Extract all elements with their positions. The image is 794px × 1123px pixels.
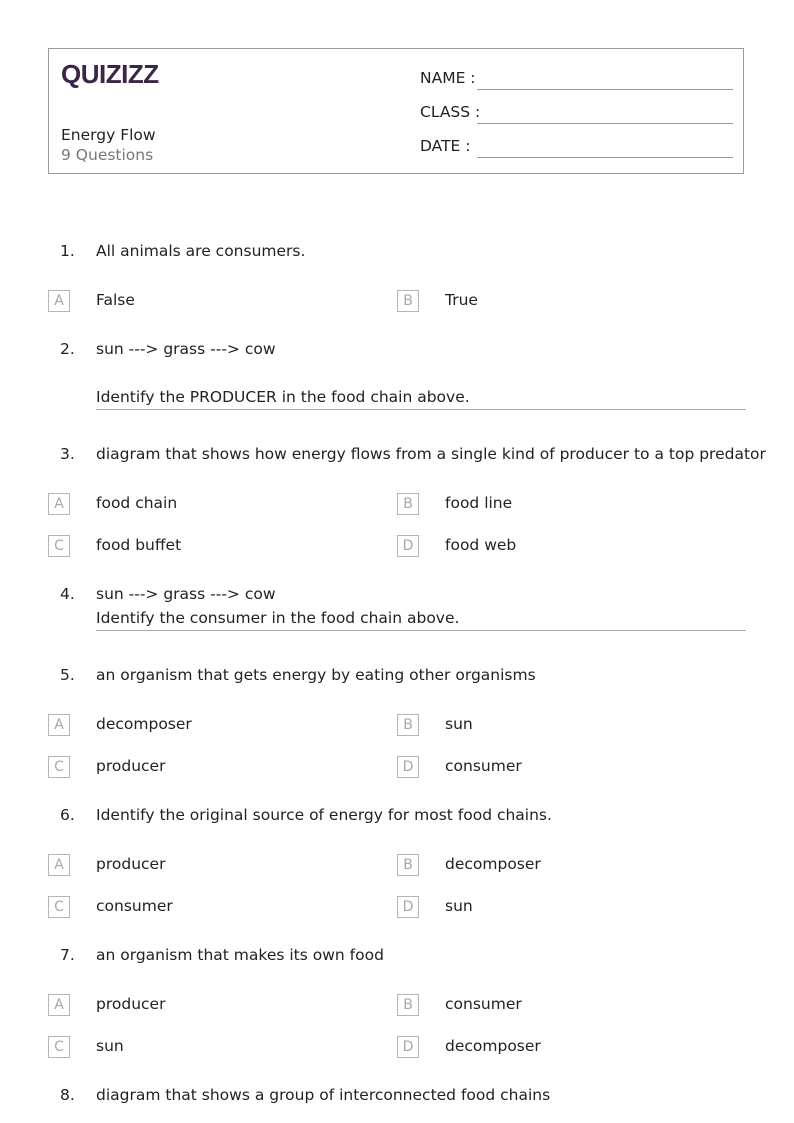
option-letter-box[interactable]: B	[397, 493, 419, 515]
option-letter-box[interactable]: D	[397, 756, 419, 778]
question-number: 8.	[60, 1086, 75, 1104]
option-letter-box[interactable]: C	[48, 1036, 70, 1058]
question-text: All animals are consumers.	[96, 242, 306, 260]
question-number: 2.	[60, 340, 75, 358]
question-subtext: Identify the consumer in the food chain above.	[96, 609, 460, 627]
option-letter-box[interactable]: B	[397, 290, 419, 312]
question-number: 5.	[60, 666, 75, 684]
name-label: NAME :	[420, 69, 476, 87]
date-label: DATE :	[420, 137, 471, 155]
option-letter-box[interactable]: A	[48, 290, 70, 312]
option-text[interactable]: consumer	[96, 897, 173, 915]
option-letter-box[interactable]: A	[48, 994, 70, 1016]
option-text[interactable]: True	[445, 291, 478, 309]
option-text[interactable]: decomposer	[445, 855, 541, 873]
answer-line[interactable]	[96, 630, 746, 631]
class-label: CLASS :	[420, 103, 481, 121]
option-letter-box[interactable]: A	[48, 854, 70, 876]
date-line[interactable]	[477, 157, 733, 158]
option-text[interactable]: food buffet	[96, 536, 182, 554]
option-text[interactable]: sun	[96, 1037, 124, 1055]
question-text: diagram that shows a group of interconnected food chains	[96, 1086, 551, 1104]
option-text[interactable]: food line	[445, 494, 513, 512]
question-number: 3.	[60, 445, 75, 463]
option-text[interactable]: consumer	[445, 757, 522, 775]
option-letter-box[interactable]: B	[397, 994, 419, 1016]
option-text[interactable]: food chain	[96, 494, 178, 512]
option-letter-box[interactable]: C	[48, 896, 70, 918]
question-text: Identify the original source of energy for most food chains.	[96, 806, 552, 824]
option-letter-box[interactable]: A	[48, 714, 70, 736]
question-subtext: Identify the PRODUCER in the food chain above.	[96, 388, 470, 406]
option-text[interactable]: producer	[96, 757, 166, 775]
name-line[interactable]	[477, 89, 733, 90]
worksheet-title: Energy Flow	[61, 126, 156, 144]
question-text: diagram that shows how energy flows from a single kind of producer to a top predator	[96, 445, 766, 463]
question-number: 7.	[60, 946, 75, 964]
option-text[interactable]: producer	[96, 855, 166, 873]
option-text[interactable]: decomposer	[445, 1037, 541, 1055]
option-letter-box[interactable]: C	[48, 535, 70, 557]
option-letter-box[interactable]: D	[397, 535, 419, 557]
option-letter-box[interactable]: D	[397, 1036, 419, 1058]
class-line[interactable]	[477, 123, 733, 124]
option-letter-box[interactable]: B	[397, 714, 419, 736]
question-text: sun ---> grass ---> cow	[96, 340, 276, 358]
option-text[interactable]: food web	[445, 536, 517, 554]
question-text: an organism that gets energy by eating other organisms	[96, 666, 536, 684]
option-letter-box[interactable]: A	[48, 493, 70, 515]
option-letter-box[interactable]: C	[48, 756, 70, 778]
question-text: an organism that makes its own food	[96, 946, 384, 964]
option-text[interactable]: consumer	[445, 995, 522, 1013]
question-text: sun ---> grass ---> cow	[96, 585, 276, 603]
option-text[interactable]: False	[96, 291, 135, 309]
option-letter-box[interactable]: B	[397, 854, 419, 876]
option-text[interactable]: producer	[96, 995, 166, 1013]
quizizz-logo: QUIZIZZ	[61, 59, 159, 89]
option-letter-box[interactable]: D	[397, 896, 419, 918]
question-number: 6.	[60, 806, 75, 824]
question-number: 4.	[60, 585, 75, 603]
answer-line[interactable]	[96, 409, 746, 410]
question-count: 9 Questions	[61, 146, 154, 164]
option-text[interactable]: sun	[445, 897, 473, 915]
question-number: 1.	[60, 242, 75, 260]
option-text[interactable]: decomposer	[96, 715, 192, 733]
option-text[interactable]: sun	[445, 715, 473, 733]
worksheet-header	[48, 48, 744, 174]
